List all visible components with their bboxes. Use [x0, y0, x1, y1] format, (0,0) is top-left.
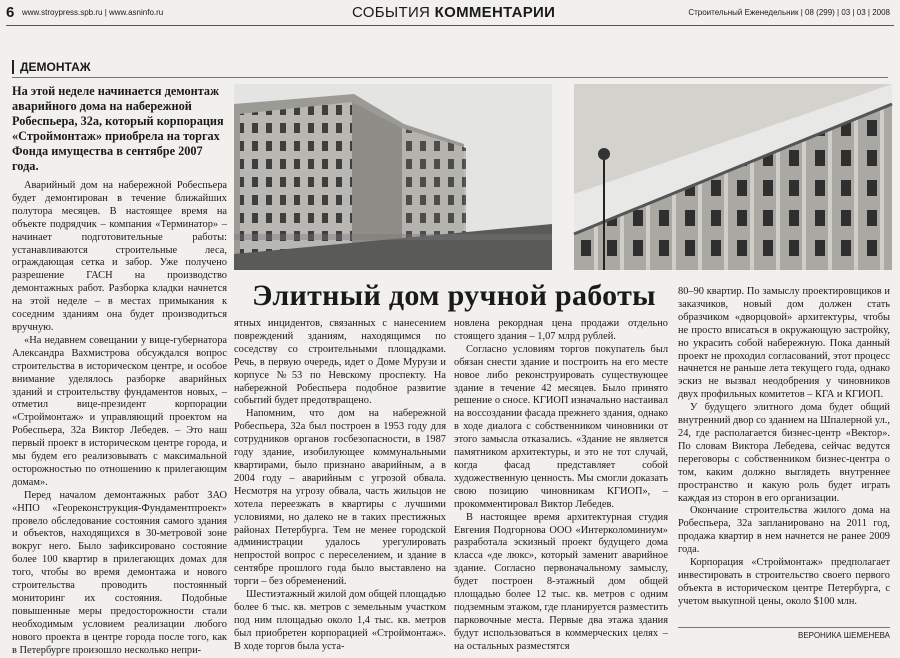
paragraph: новлена рекордная цена продажи отдельно стоящего здания – 1,07 млрд рублей. [454, 318, 668, 342]
paragraph: В настоящее время архитектурная студия Евгения Подгорнова ООО «Интерколоминиум» разработала эскизный проект будущего дома класса «де люкс», который заменит аварийное здание. Согласно первоначальному замыслу, будет построен 8-этажный дом общей площадью более 12 тыс. кв. метров с одним подземным этажом, где планируется разместить парковочные места. Первые два этажа здания будут использоваться в коммерческих целях – на остальных разместятся [454, 511, 668, 652]
section-title-bold: КОММЕНТАРИИ [434, 4, 556, 21]
paragraph: Перед началом демонтажных работ ЗАО «НПО «Геореконструкция-Фундаментпроект» провело обследование состояния самого здания и объектов, находящихся в 30-метровой зоне вокруг него. Было зафиксировано состояние более 100 квартир в прилегающих домах для того, чтобы во время демонтажа и нового строительства проводить постоянный мониторинг их состояния. Подобные повышенные меры предосторожности стали необходимым условием реализации любого нового проекта в центре города после того, как в Петербурге произошло несколько непри- [12, 489, 227, 656]
site-urls: www.stroypress.spb.ru | www.asninfo.ru [22, 8, 164, 17]
paragraph: Шестиэтажный жилой дом общей площадью более 6 тыс. кв. метров с земельным участком под ним площадью около 1,4 тыс. кв. метров был приобретен корпорацией «Строймонтаж». В ходе торгов была уста- [234, 589, 447, 652]
paragraph: ятных инцидентов, связанных с нанесением повреждений зданиям, находящимся по соседству со строительными площадками. Речь, в первую очередь, идет о Доме Мурузи и корпусе №53 по Невскому проспекту. На набережной Робеспьера подобное развитие событий будет предотвращено. [234, 318, 446, 407]
article-column-3 [454, 318, 668, 654]
issue-info: Строительный Еженедельник | 08 (299) | 03 | 03 | 2008 [688, 8, 890, 17]
author-byline: ВЕРОНИКА ШЕМЕНЕВА [798, 631, 890, 640]
rubric-divider [12, 77, 888, 78]
header-divider [6, 25, 894, 26]
article-column-1 [12, 180, 227, 658]
rubric: ДЕМОНТАЖ [12, 60, 91, 74]
page-header [0, 0, 900, 26]
section-title [352, 4, 555, 21]
byline-divider [678, 627, 890, 628]
paragraph: Напомним, что дом на набережной Робеспьера, 32а был построен в 1953 году для сотрудников органов госбезопасности, в 1987 году здание, изобилующее коммунальными квартирами, было признано аварийным, а в 2004 году – аварийным с угрозой обвала. Несмотря на угрозу обвала, часть жильцов не хотела переезжать в квартиры с лучшими условиями, но далеко не в таких престижных районах Петербурга. Тем не менее городской администрации удалось урегулировать непростой вопрос с переселением, и здание в сентябре прошлого года было выставлено на торги – без обременений. [234, 408, 446, 588]
section-title-light: СОБЫТИЯ [352, 4, 431, 21]
paragraph: Корпорация «Строймонтаж» предполагает инвестировать в строительство своего первого объекта в историческом центре Петербурга, с учетом выкупной цены, около $100 млн. [678, 557, 890, 607]
paragraph: Аварийный дом на набережной Робеспьера будет демонтирован в течение ближайших полутора месяцев. В настоящее время на объекте подрядчик – компания «Терминатор» – начинает подготовительные работы: устанавливаются строительные леса, ограждающая сетка и забор. Уже получено разрешение ГАСН на производство демонтажных работ. Разборка кладки начнется на этой неделе – в местах примыкания к соседним зданиям она будет производиться вручную. [12, 180, 227, 333]
building-photo-street-view [234, 84, 552, 270]
paragraph: Окончание строительства жилого дома на Робеспьера, 32а запланировано на 2011 год, продажа квартир в нем начнется не ранее 2009 года. [678, 505, 890, 556]
paragraph: У будущего элитного дома будет общий внутренний двор со зданием на Шпалерной ул., 24, где располагается бизнес-центр «Вектор». По словам Виктора Лебедева, сейчас ведутся переговоры с собственником бизнес-центра о том, каким должно выглядеть внутреннее пространство и какую роль будет играть каждая из сторон в его организации. [678, 402, 890, 504]
building-photo-colonnade [574, 84, 892, 270]
article-column-4 [678, 286, 890, 609]
article-headline: Элитный дом ручной работы [252, 279, 656, 312]
article-column-2 [234, 318, 446, 654]
paragraph: 80–90 квартир. По замыслу проектировщиков и заказчиков, новый дом должен стать образчиком «дворцовой» архитектуры, чтобы не просто вписаться в окружающую застройку, но украсить собой набережную. Пока данный проект не проходил согласований, этот процесс начнется не раньше лета текущего года, однако эскиз не вызвал неодобрения у чиновников двух профильных комитетов – КГА и КГИОП. [678, 286, 890, 401]
page-number: 6 [6, 4, 15, 21]
paragraph: «На недавнем совещании у вице-губернатора Александра Вахмистрова обсуждался вопрос строительства в историческом центре, и особое внимание уделялось разборке аварийных зданий и строительству фундаментов новых, – отметил вице-президент корпорации «Строймонтаж» и управляющий проектом на Робеспьера, 32а Виктор Лебедев. – Это наш первый проект в историческом центре города, и мы будем его реализовывать с максимальной осторожностью по отношению к прилегающим домам». [12, 334, 227, 488]
paragraph: Согласно условиям торгов покупатель был обязан снести здание и построить на его месте новое либо реконструировать существующее здание в течение 42 месяцев. Было принято решение о сносе. КГИОП изначально настаивал на воссоздании фасада прежнего здания, однако в ходе диалога с собственником чиновники от этого замысла отказались. «Здание не является памятником архитектуры, и это не тот случай, когда фасад представляет собой художественную ценность. Мы смогли доказать свою позицию чиновникам КГИОП», – прокомментировал Виктор Лебедев. [454, 343, 668, 510]
lead-paragraph: На этой неделе начинается демонтаж аварийного дома на набережной Робеспьера, 32а, который корпорация «Строймонтаж» приобрела на торгах Фонда имущества в сентябре 2007 года. [12, 84, 224, 173]
